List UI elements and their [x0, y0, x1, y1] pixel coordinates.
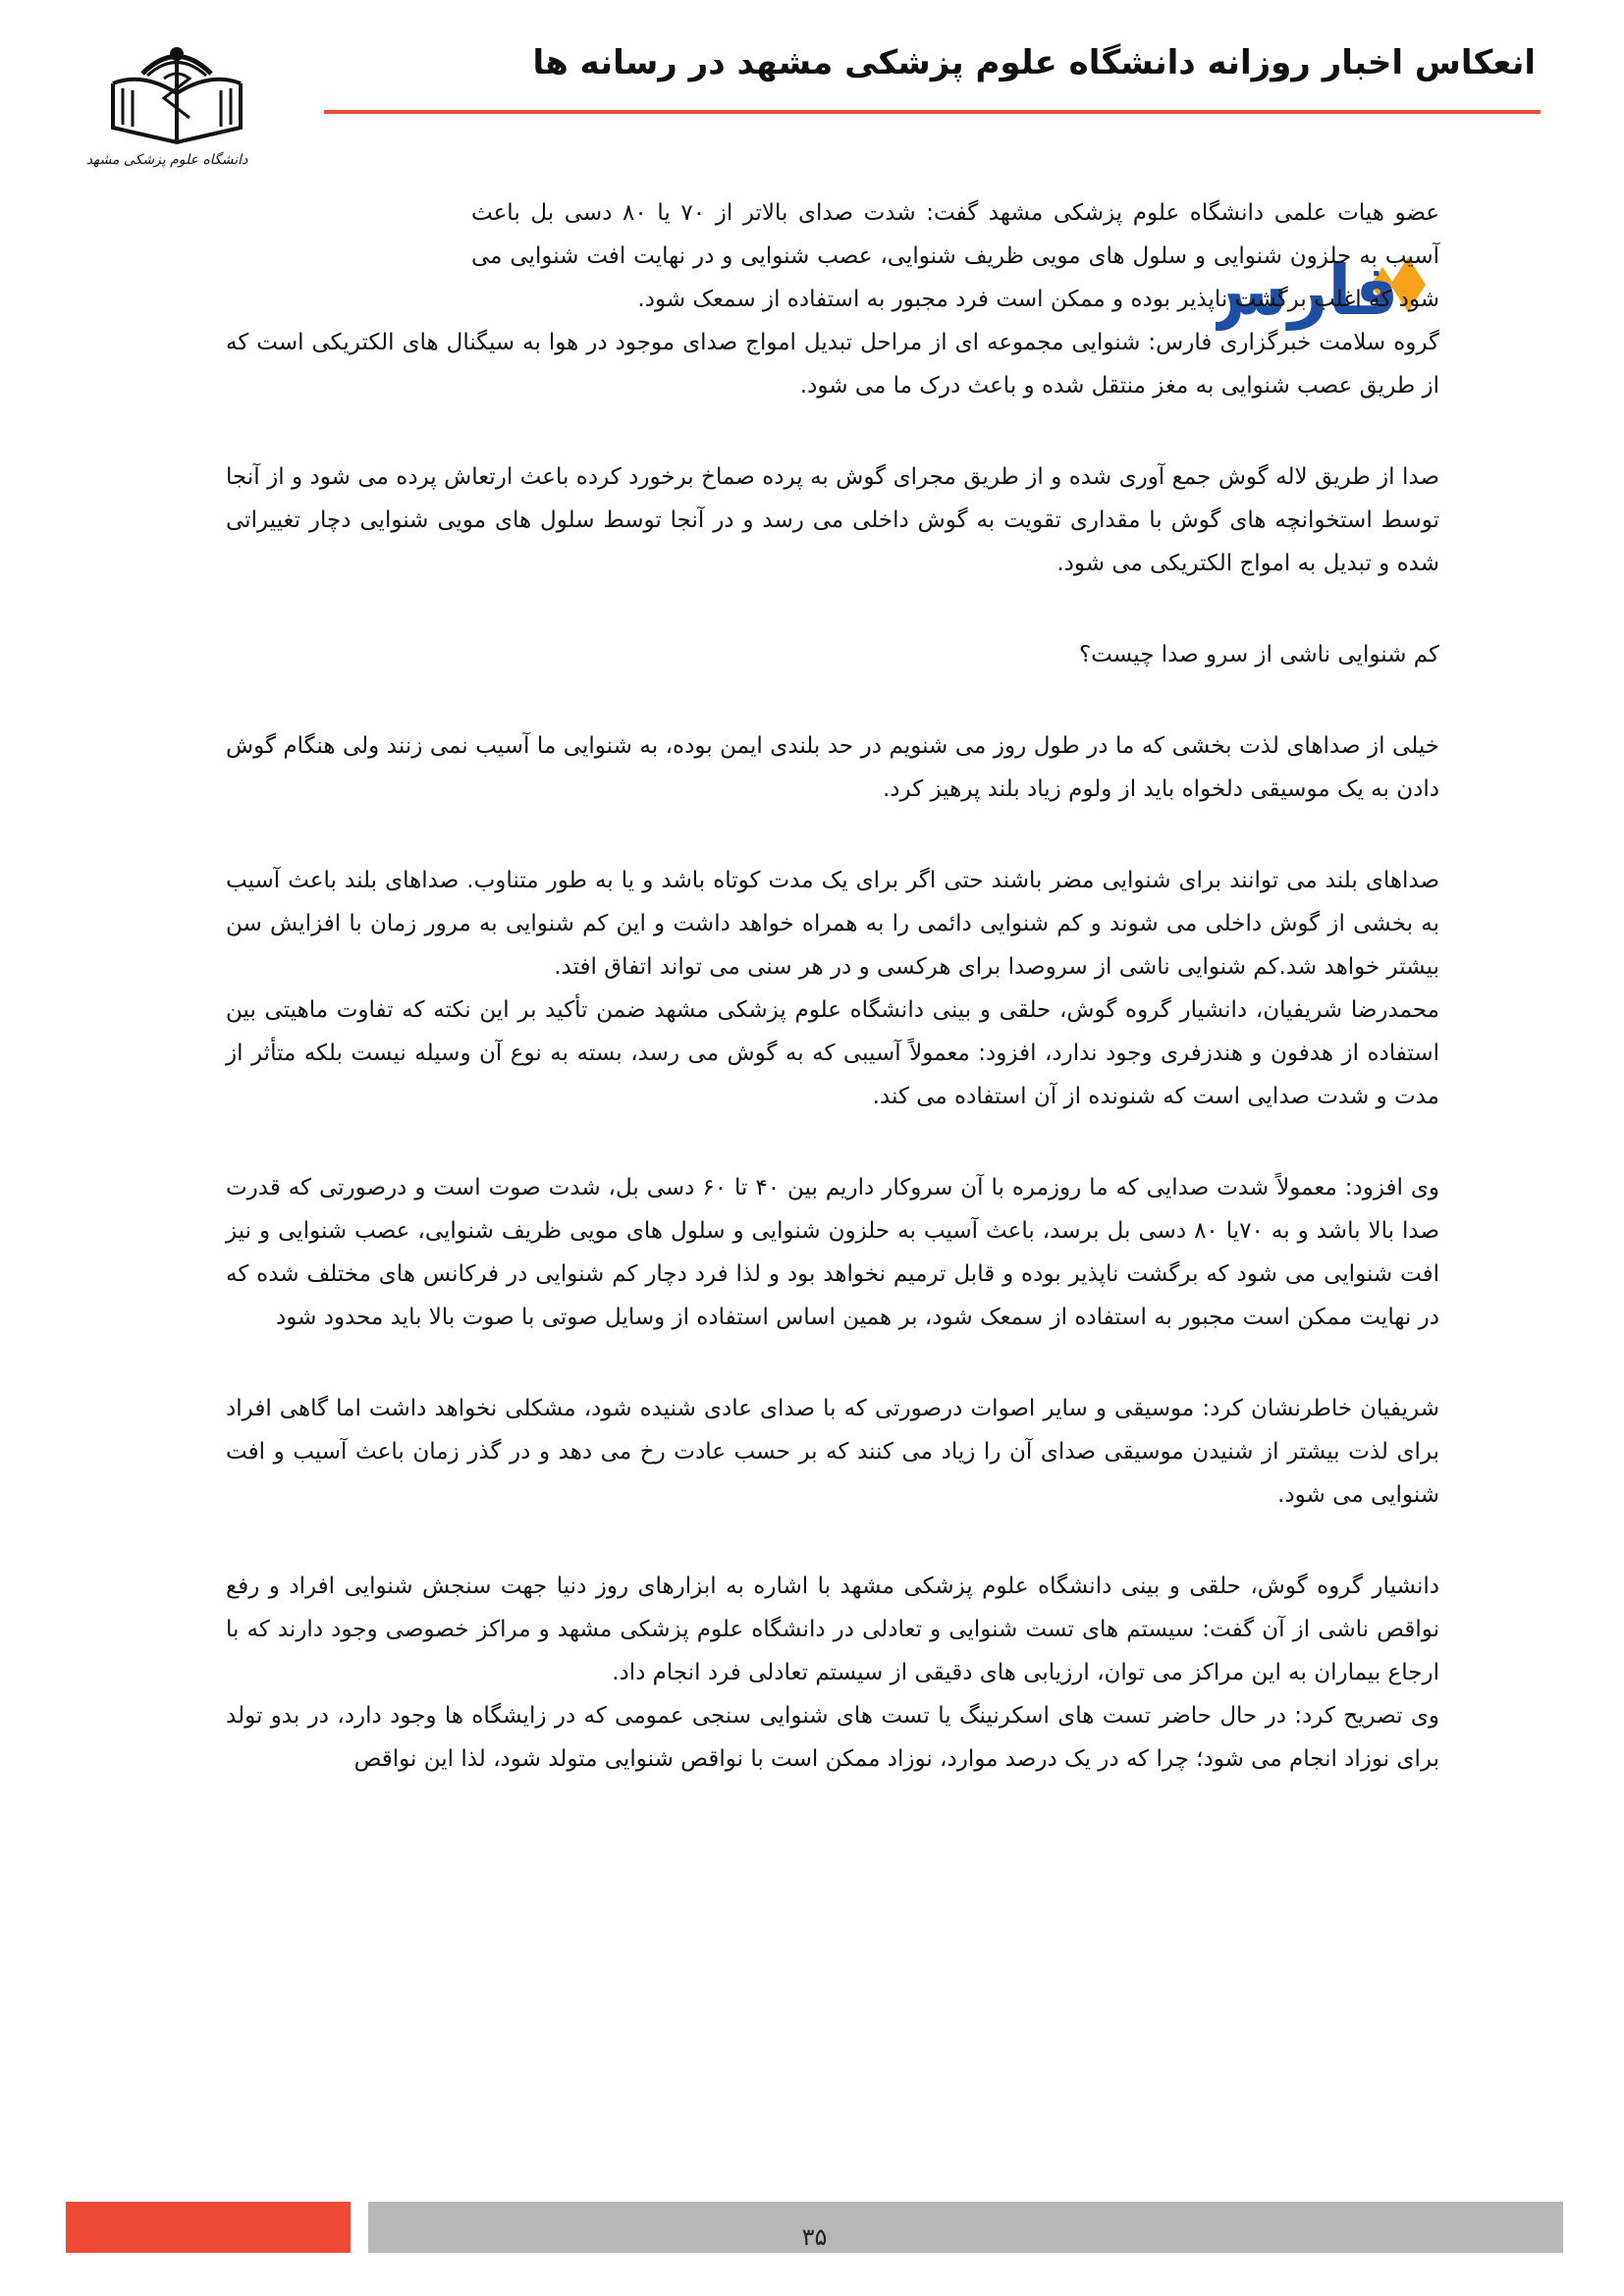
page-title: انعکاس اخبار روزانه دانشگاه علوم پزشکی مشهد در رسانه ها: [532, 43, 1536, 82]
paragraph-7: دانشیار گروه گوش، حلقی و بینی دانشگاه علوم پزشکی مشهد با اشاره به ابزارهای روز دنیا جهت سنجش شنوایی افراد و رفع نواقص ناشی از آن گفت: سیستم های تست شنوایی و تعادلی در دانشگاه علوم پزشکی مشهد و مراکز خصوصی وجود دارند که با ارجاع بیماران به این مراکز می توان، ارزیابی های دقیقی از سیستم تعادلی فرد انجام داد.: [226, 1574, 1439, 1685]
header-divider: [324, 110, 1541, 114]
paragraph-3: صداهای بلند می توانند برای شنوایی مضر باشند حتی اگر برای یک مدت کوتاه باشد و یا به طور متناوب. صداهای بلند باعث آسیب به بخشی از گوش داخلی می شوند و کم شنوایی دائمی را به همراه خواهد داشت و این کم شنوایی به مرور زمان با افزایش سن بیشتر خواهد شد.کم شنوایی ناشی از سروصدا برای هرکسی و در هر سنی می تواند اتفاق افتد.: [226, 868, 1439, 980]
paragraph-6: شریفیان خاطرنشان کرد: موسیقی و سایر اصوات درصورتی که با صدای عادی شنیده شود، مشکلی نخواهد داشت اما گاهی افراد برای لذت بیشتر از شنیدن موسیقی صدای آن را زیاد می کنند که بر حسب عادت رخ می دهد و در گذر زمان باعث آسیب و افت شنوایی می شود.: [226, 1396, 1439, 1508]
source-logo-text: فارس: [1216, 250, 1399, 331]
lead-block: [226, 191, 1439, 321]
university-crest-icon: [103, 34, 250, 162]
article-body: [226, 191, 1439, 1781]
university-logo: [85, 34, 250, 168]
paragraph-2: خیلی از صداهای لذت بخشی که ما در طول روز می شنویم در حد بلندی ایمن بوده، به شنوایی ما آسیب نمی زنند ولی هنگام گوش دادن به یک موسیقی دلخواه باید از ولوم زیاد بلند پرهیز کرد.: [226, 733, 1439, 802]
paragraph-1: صدا از طریق لاله گوش جمع آوری شده و از طریق مجرای گوش به پرده صماخ برخورد کرده باعث ارتعاش پرده می شود و از آنجا توسط استخوانچه های گوش با مقداری تقویت به گوش داخلی می رسد و در آنجا توسط سلول های مویی شنوایی دچار تغییراتی شده و تبدیل به امواج الکتریکی می شود.: [226, 464, 1439, 576]
page-number: ۳۵: [801, 2223, 828, 2251]
logo-caption: دانشگاه علوم پزشکی مشهد: [85, 152, 248, 168]
lead-paragraph: عضو هیات علمی دانشگاه علوم پزشکی مشهد گفت: شدت صدای بالاتر از ۷۰ یا ۸۰ دسی بل باعث آسیب به حلزون شنوایی و سلول های مویی ظریف شنوایی، عصب شنوایی و در نهایت افت شنوایی می شود که اغلب برگشت ناپذیر بوده و ممکن است فرد مجبور به استفاده از سمعک شود.: [471, 200, 1440, 312]
intro-paragraph: گروه سلامت خبرگزاری فارس: شنوایی مجموعه ای از مراحل تبدیل امواج صدای موجود در هوا به سیگنال های الکتریکی است که از طریق عصب شنوایی به مغز منتقل شده و باعث درک ما می شود.: [226, 330, 1439, 399]
page-header: [324, 29, 1536, 118]
paragraph-4: محمدرضا شریفیان، دانشیار گروه گوش، حلقی و بینی دانشگاه علوم پزشکی مشهد ضمن تأکید بر این نکته که تفاوت ماهیتی بین استفاده از هدفون و هندزفری وجود ندارد، افزود: معمولاً آسیبی که به گوش می رسد، بسته به نوع آن وسیله نیست بلکه متأثر از مدت و شدت صدایی است که شنونده از آن استفاده می کند.: [226, 997, 1439, 1109]
paragraph-5: وی افزود: معمولاً شدت صدایی که ما روزمره با آن سروکار داریم بین ۴۰ تا ۶۰ دسی بل، شدت صوت است و درصورتی که قدرت صدا بالا باشد و به ۷۰یا ۸۰ دسی بل برسد، باعث آسیب به حلزون شنوایی و سلول های مویی ظریف شنوایی، عصب شنوایی و نیز افت شنوایی می شود که برگشت ناپذیر بوده و قابل ترمیم نخواهد بود و لذا فرد دچار کم شنوایی در فرکانس های مختلف شده که در نهایت ممکن است مجبور به استفاده از سمعک شود، بر همین اساس استفاده از وسایل صوتی با صوت بالا باید محدود شود: [226, 1175, 1439, 1330]
page-footer: [66, 2202, 1563, 2253]
paragraph-8: وی تصریح کرد: در حال حاضر تست های اسکرنینگ یا تست های شنوایی سنجی عمومی که در زایشگاه ها وجود دارد، در بدو تولد برای نوزاد انجام می شود؛ چرا که در یک درصد موارد، نوزاد ممکن است با نواقص شنوایی متولد شود، لذا این نواقص: [226, 1703, 1439, 1772]
section-heading: کم شنوایی ناشی از سرو صدا چیست؟: [1078, 642, 1439, 667]
